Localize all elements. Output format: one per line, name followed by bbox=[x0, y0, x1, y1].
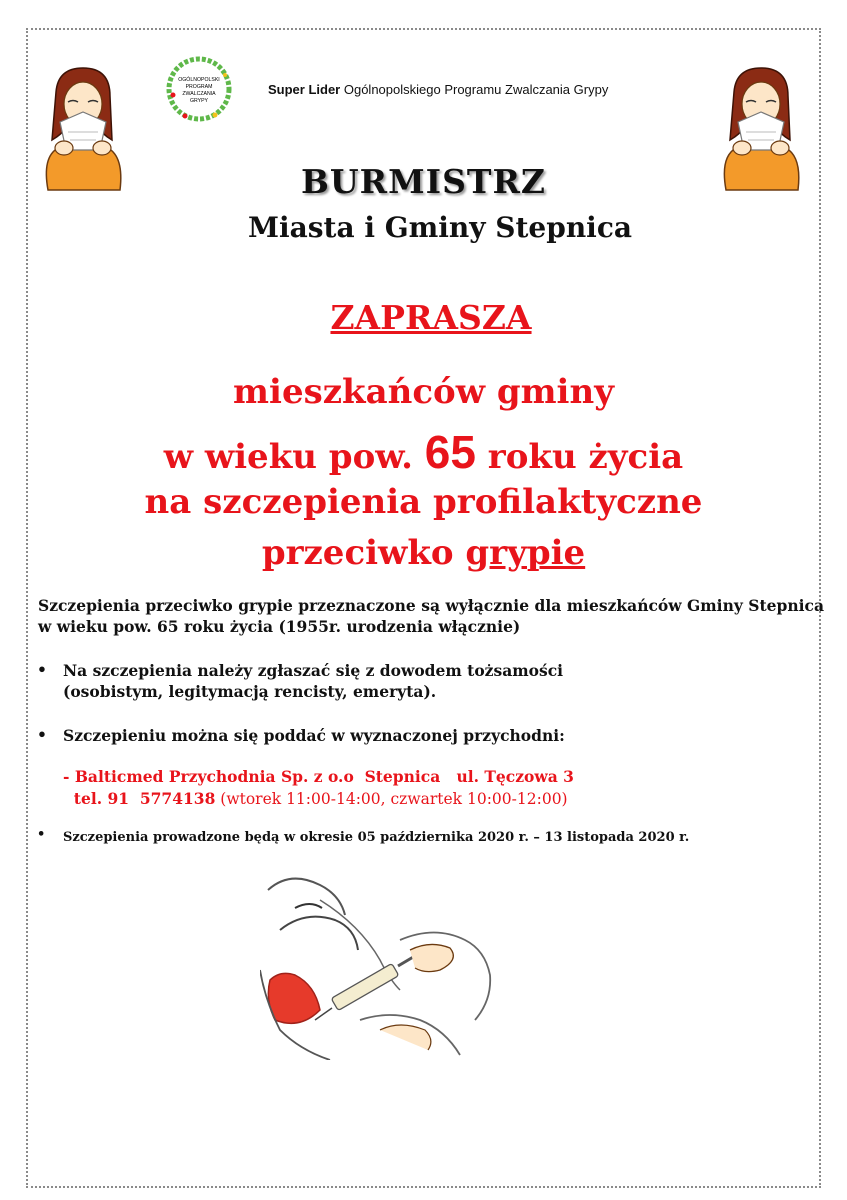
bullet-1-text bbox=[63, 660, 803, 702]
bullet-2: • bbox=[37, 725, 47, 744]
bullet-1-line-1: Na szczepienia należy zgłaszać się z dowodem tożsamości bbox=[63, 661, 564, 680]
flu-word: grypie bbox=[465, 533, 586, 573]
flu-line-pre: przeciwko bbox=[261, 533, 466, 573]
logo-text-2: PROGRAM bbox=[185, 84, 213, 90]
logo-text-4: GRYPY bbox=[189, 98, 209, 104]
vaccination-illustration bbox=[260, 870, 510, 1060]
age-number: 65 bbox=[424, 426, 476, 478]
clinic-address: - Balticmed Przychodnia Sp. z o.o Stepnica ul. Tęczowa 3 bbox=[63, 767, 574, 786]
age-line-post: roku życia bbox=[475, 437, 684, 477]
invite-heading: ZAPRASZA bbox=[330, 298, 532, 337]
super-lider-bold: Super Lider bbox=[268, 82, 341, 97]
clinic-info bbox=[63, 766, 574, 810]
program-logo bbox=[165, 55, 233, 123]
bullet-3: • bbox=[37, 827, 46, 842]
audience-line: mieszkańców gminy bbox=[233, 372, 614, 412]
super-lider-rest: Ogólnopolskiego Programu Zwalczania Grypy bbox=[340, 82, 609, 97]
bullet-2-text: Szczepieniu można się poddać w wyznaczonej przychodni: bbox=[63, 726, 565, 745]
logo-text-1: OGÓLNOPOLSKI bbox=[178, 77, 220, 83]
intro-paragraph: Szczepienia przeciwko grypie przeznaczone są wyłącznie dla mieszkańców Gminy Stepnica w wieku pow. 65 roku życia (1955r. urodzenia włącznie) bbox=[38, 596, 824, 636]
municipality-title: Miasta i Gminy Stepnica bbox=[247, 211, 633, 244]
age-line bbox=[0, 425, 847, 479]
vaccination-line: na szczepienia profilaktyczne bbox=[144, 482, 703, 522]
flu-line bbox=[0, 533, 847, 573]
bullet-3-text: Szczepienia prowadzone będą w okresie 05 października 2020 r. – 13 listopada 2020 r. bbox=[63, 830, 690, 845]
age-line-pre: w wieku pow. bbox=[163, 437, 425, 477]
clinic-phone: tel. 91 5774138 bbox=[63, 789, 216, 808]
super-lider-caption bbox=[268, 82, 608, 97]
logo-text-3: ZWALCZANIA bbox=[182, 91, 216, 97]
bullet-1: • bbox=[37, 660, 47, 679]
bullet-1-line-2: (osobistym, legitymacją rencisty, emeryta). bbox=[63, 682, 437, 701]
clinic-hours: (wtorek 11:00-14:00, czwartek 10:00-12:00) bbox=[215, 790, 568, 808]
mayor-title: BURMISTRZ bbox=[301, 162, 546, 201]
